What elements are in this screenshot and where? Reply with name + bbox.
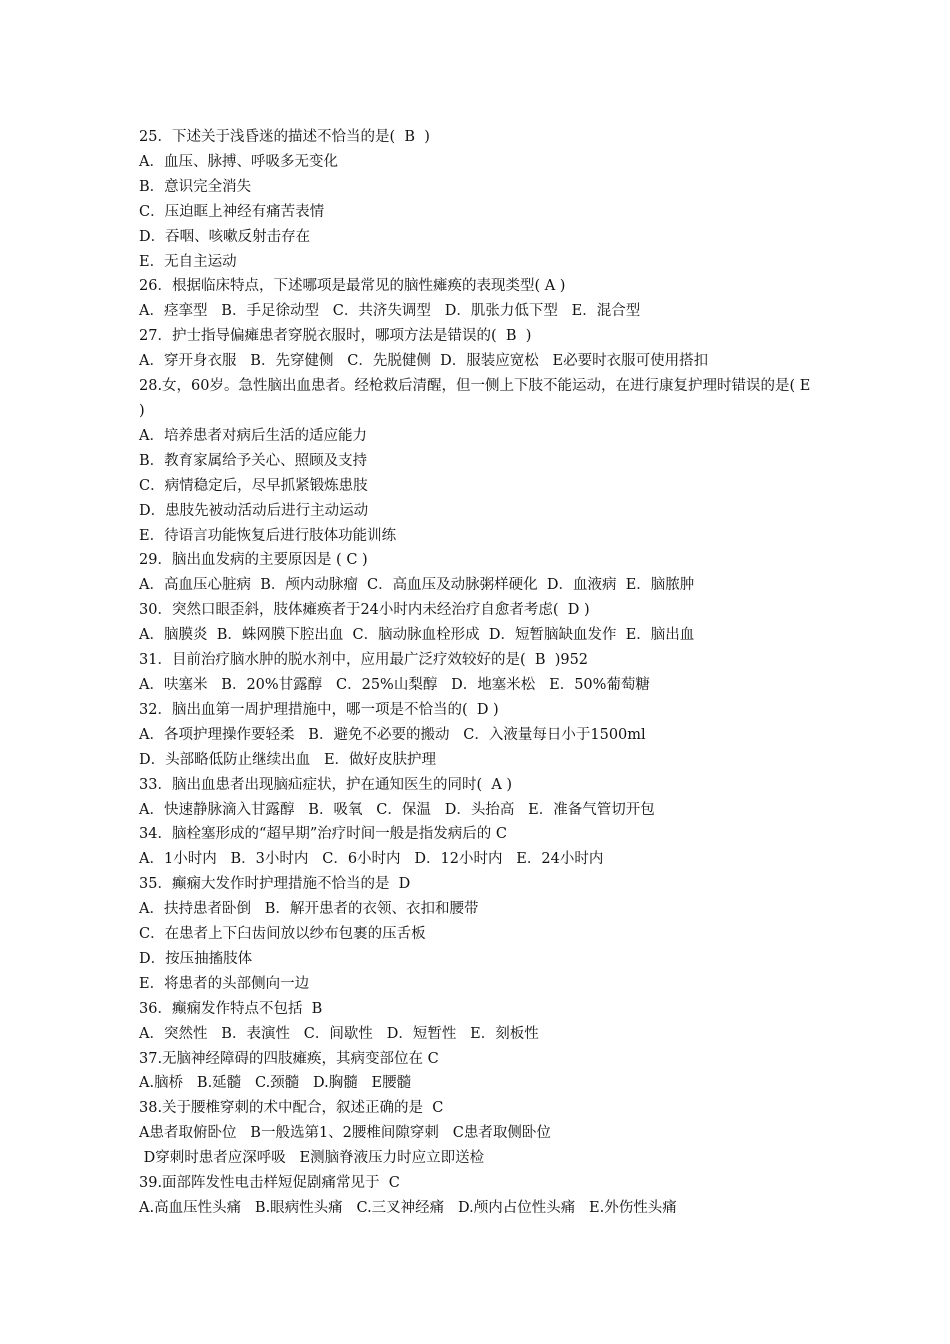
question-36: 36．癫痫发作特点不包括 B bbox=[139, 1000, 323, 1017]
question-27: 27．护士指导偏瘫患者穿脱衣服时，哪项方法是错误的( B ) bbox=[139, 328, 532, 345]
option-line: B．意识完全消失 bbox=[139, 178, 252, 195]
question-37: 37.无脑神经障碍的四肢瘫痪，其病变部位在 C bbox=[139, 1050, 439, 1067]
option-line: C．压迫眶上神经有痛苦表情 bbox=[139, 203, 325, 220]
option-line: C．在患者上下臼齿间放以纱布包裹的压舌板 bbox=[139, 926, 426, 943]
option-line: A．穿开身衣服 B．先穿健侧 C．先脱健侧 D．服装应宽松 E必要时衣服可使用搭扣 bbox=[139, 353, 709, 370]
question-39: 39.面部阵发性电击样短促剧痛常见于 C bbox=[139, 1175, 400, 1192]
exam-questions bbox=[139, 125, 819, 1221]
option-line: A．痉挛型 B．手足徐动型 C．共济失调型 D．肌张力低下型 E．混合型 bbox=[139, 303, 641, 320]
option-line: A.高血压性头痛 B.眼病性头痛 C.三叉神经痛 D.颅内占位性头痛 E.外伤性头痛 bbox=[139, 1200, 677, 1216]
option-line: D穿刺时患者应深呼吸 E测脑脊液压力时应立即送检 bbox=[139, 1150, 485, 1167]
option-line: D．按压抽搐肢体 bbox=[139, 950, 253, 967]
question-25: 25．下述关于浅昏迷的描述不恰当的是( B ) bbox=[139, 129, 430, 145]
question-38: 38.关于腰椎穿刺的术中配合，叙述正确的是 C bbox=[139, 1100, 444, 1117]
question-29: 29．脑出血发病的主要原因是 ( C ) bbox=[139, 552, 368, 569]
option-line: B．教育家属给予关心、照顾及支持 bbox=[139, 452, 368, 469]
option-line: E．将患者的头部侧向一边 bbox=[139, 975, 310, 992]
option-line: A．各项护理操作要轻柔 B．避免不必要的搬动 C．入液量每日小于1500ml bbox=[139, 726, 646, 743]
question-28: 28.女，60岁。急性脑出血患者。经枪救后清醒，但一侧上下肢不能运动，在进行康复护理时错误的是( E ) bbox=[139, 378, 811, 419]
option-line: A．扶持患者卧倒 B．解开患者的衣领、衣扣和腰带 bbox=[139, 901, 479, 918]
option-line: C．病情稳定后，尽早抓紧锻炼患肢 bbox=[139, 477, 368, 494]
option-line: D．头部略低防止继续出血 E．做好皮肤护理 bbox=[139, 751, 437, 768]
option-line: D．吞咽、咳嗽反射击存在 bbox=[139, 228, 311, 245]
question-30: 30．突然口眼歪斜，肢体瘫痪者于24小时内未经治疗自愈者考虑( D ) bbox=[139, 602, 590, 619]
option-line: A．呋塞米 B．20%甘露醇 C．25%山梨醇 D．地塞米松 E．50%葡萄糖 bbox=[139, 676, 650, 693]
question-31: 31．目前治疗脑水肿的脱水剂中，应用最广泛疗效较好的是( B )952 bbox=[139, 652, 589, 669]
option-line: D．患肢先被动活动后进行主动运动 bbox=[139, 502, 369, 519]
question-34: 34．脑栓塞形成的“超早期”治疗时间一般是指发病后的 C bbox=[139, 826, 507, 843]
option-line: A患者取俯卧位 B一般选第1、2腰椎间隙穿刺 C患者取侧卧位 bbox=[139, 1125, 551, 1142]
option-line: E．待语言功能恢复后进行肢体功能训练 bbox=[139, 527, 397, 544]
question-33: 33．脑出血患者出现脑疝症状，护在通知医生的同时( A ) bbox=[139, 776, 513, 793]
question-35: 35．癫痫大发作时护理措施不恰当的是 D bbox=[139, 876, 411, 893]
option-line: A.脑桥 B.延髓 C.颈髓 D.胸髓 E腰髓 bbox=[139, 1075, 412, 1092]
question-26: 26．根据临床特点，下述哪项是最常见的脑性瘫痪的表现类型( A ) bbox=[139, 278, 566, 295]
option-line: A．培养患者对病后生活的适应能力 bbox=[139, 427, 367, 444]
option-line: A．突然性 B．表演性 C．间歇性 D．短暂性 E．刻板性 bbox=[139, 1025, 539, 1042]
option-line: A．1小时内 B．3小时内 C．6小时内 D．12小时内 E．24小时内 bbox=[139, 851, 604, 868]
option-line: A．高血压心脏病 B．颅内动脉瘤 C．高血压及动脉粥样硬化 D．血液病 E．脑脓肿 bbox=[139, 577, 695, 594]
option-line: A．血压、脉搏、呼吸多无变化 bbox=[139, 153, 338, 170]
question-32: 32．脑出血第一周护理措施中，哪一项是不恰当的( D ) bbox=[139, 701, 499, 718]
option-line: A．脑膜炎 B．蛛网膜下腔出血 C．脑动脉血栓形成 D．短暂脑缺血发作 E．脑出血 bbox=[139, 627, 695, 644]
option-line: E．无自主运动 bbox=[139, 253, 237, 270]
option-line: A．快速静脉滴入甘露醇 B．吸氧 C．保温 D．头抬高 E．准备气管切开包 bbox=[139, 801, 655, 818]
